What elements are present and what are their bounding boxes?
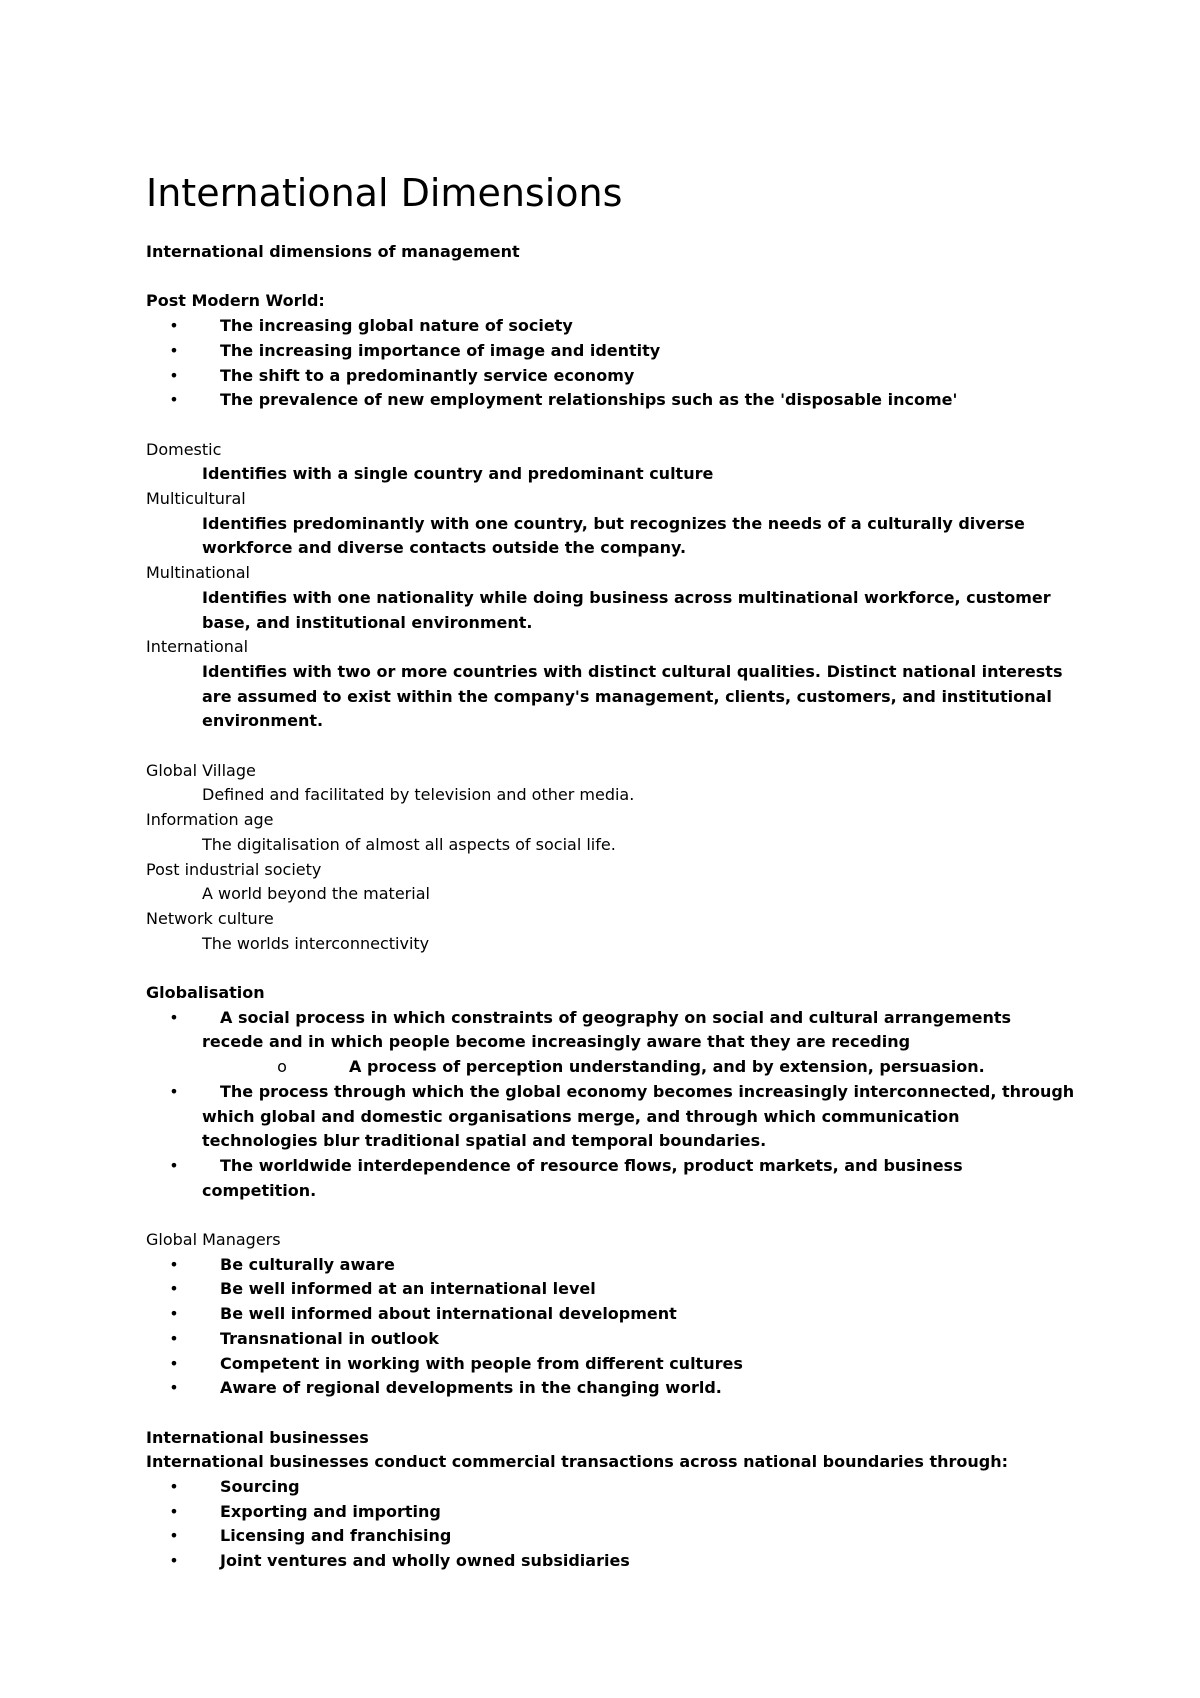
- bullet-icon: •: [169, 1378, 179, 1398]
- intl-business-list: [146, 1475, 1076, 1574]
- globalisation-sublist: [202, 1055, 1076, 1080]
- spacer: [146, 265, 1076, 290]
- list-item: • Be culturally aware: [146, 1253, 1076, 1278]
- list-item: • Competent in working with people from different cultures: [146, 1352, 1076, 1377]
- definition-information-age: The digitalisation of almost all aspects of social life.: [202, 834, 616, 854]
- intl-business-intro: International businesses conduct commercial transactions across national boundaries through:: [146, 1452, 1008, 1472]
- spacer: [146, 956, 1076, 981]
- global-managers-heading: Global Managers: [146, 1230, 281, 1250]
- global-managers-list: [146, 1253, 1076, 1401]
- definition-domestic: Identifies with a single country and predominant culture: [202, 464, 714, 484]
- bullet-icon: •: [169, 390, 179, 410]
- bullet-icon: •: [169, 1477, 179, 1497]
- list-item: • The increasing global nature of society: [146, 314, 1076, 339]
- page-title: International Dimensions: [146, 171, 623, 216]
- bullet-icon: •: [169, 1081, 179, 1101]
- list-item: • Transnational in outlook: [146, 1327, 1076, 1352]
- list-item: • A social process in which constraints of geography on social and cultural arrangements recede and in which people become increasingly aware that they are receding o A process of perception understanding, and by extension, persuasion.: [146, 1006, 1076, 1080]
- spacer: [146, 413, 1076, 438]
- bullet-icon: •: [169, 365, 179, 385]
- definition-post-industrial-society: A world beyond the material: [202, 884, 430, 904]
- list-item: • Sourcing: [146, 1475, 1076, 1500]
- list-item: • Be well informed about international development: [146, 1302, 1076, 1327]
- bullet-icon: •: [169, 1155, 179, 1175]
- term-domestic: Domestic: [146, 439, 222, 459]
- term-post-industrial-society: Post industrial society: [146, 859, 322, 879]
- list-item: • The process through which the global economy becomes increasingly interconnected, through which global and domestic organisations merge, and through which communication technologies blur traditional spatial and temporal boundaries.: [146, 1080, 1076, 1154]
- term-network-culture: Network culture: [146, 908, 274, 928]
- definition-multicultural: Identifies predominantly with one country, but recognizes the needs of a culturally diverse workforce and diverse contacts outside the company.: [202, 513, 1025, 558]
- term-multinational: Multinational: [146, 563, 250, 583]
- globalisation-heading: Globalisation: [146, 983, 265, 1003]
- bullet-icon: •: [169, 1007, 179, 1027]
- bullet-icon: •: [169, 340, 179, 360]
- list-item: • Joint ventures and wholly owned subsidiaries: [146, 1549, 1076, 1574]
- document-content: [146, 240, 1076, 1574]
- bullet-icon: •: [169, 1279, 179, 1299]
- list-item: • The prevalence of new employment relationships such as the 'disposable income': [146, 388, 1076, 413]
- intl-business-heading: International businesses: [146, 1427, 369, 1447]
- bullet-icon: •: [169, 1501, 179, 1521]
- circle-bullet-icon: o: [277, 1057, 287, 1077]
- spacer: [146, 734, 1076, 759]
- term-information-age: Information age: [146, 810, 274, 830]
- bullet-icon: •: [169, 1353, 179, 1373]
- list-item: • Aware of regional developments in the changing world.: [146, 1376, 1076, 1401]
- list-item: • Be well informed at an international level: [146, 1277, 1076, 1302]
- globalisation-list: [146, 1006, 1076, 1204]
- list-item: o A process of perception understanding, and by extension, persuasion.: [202, 1055, 1076, 1080]
- definition-global-village: Defined and facilitated by television and other media.: [202, 785, 635, 805]
- list-item: • Exporting and importing: [146, 1500, 1076, 1525]
- bullet-icon: •: [169, 1328, 179, 1348]
- bullet-icon: •: [169, 1304, 179, 1324]
- list-item: • Licensing and franchising: [146, 1524, 1076, 1549]
- term-multicultural: Multicultural: [146, 489, 246, 508]
- post-modern-list: [146, 314, 1076, 413]
- spacer: [146, 1401, 1076, 1426]
- definition-multinational: Identifies with one nationality while doing business across multinational workforce, customer base, and institutional environment.: [202, 587, 1051, 632]
- term-global-village: Global Village: [146, 760, 256, 780]
- bullet-icon: •: [169, 1551, 179, 1571]
- bullet-icon: •: [169, 1526, 179, 1546]
- term-international: International: [146, 637, 249, 657]
- definition-international: Identifies with two or more countries with distinct cultural qualities. Distinct national interests are assumed to exist within the company's management, clients, customers, and institutional environment.: [202, 661, 1063, 731]
- post-modern-heading: Post Modern World:: [146, 291, 325, 311]
- subtitle: International dimensions of management: [146, 242, 520, 261]
- list-item: • The shift to a predominantly service economy: [146, 364, 1076, 389]
- list-item: • The worldwide interdependence of resource flows, product markets, and business competition.: [146, 1154, 1076, 1203]
- bullet-icon: •: [169, 1254, 179, 1274]
- bullet-icon: •: [169, 316, 179, 336]
- definition-network-culture: The worlds interconnectivity: [202, 933, 430, 953]
- spacer: [146, 1203, 1076, 1228]
- list-item: • The increasing importance of image and identity: [146, 339, 1076, 364]
